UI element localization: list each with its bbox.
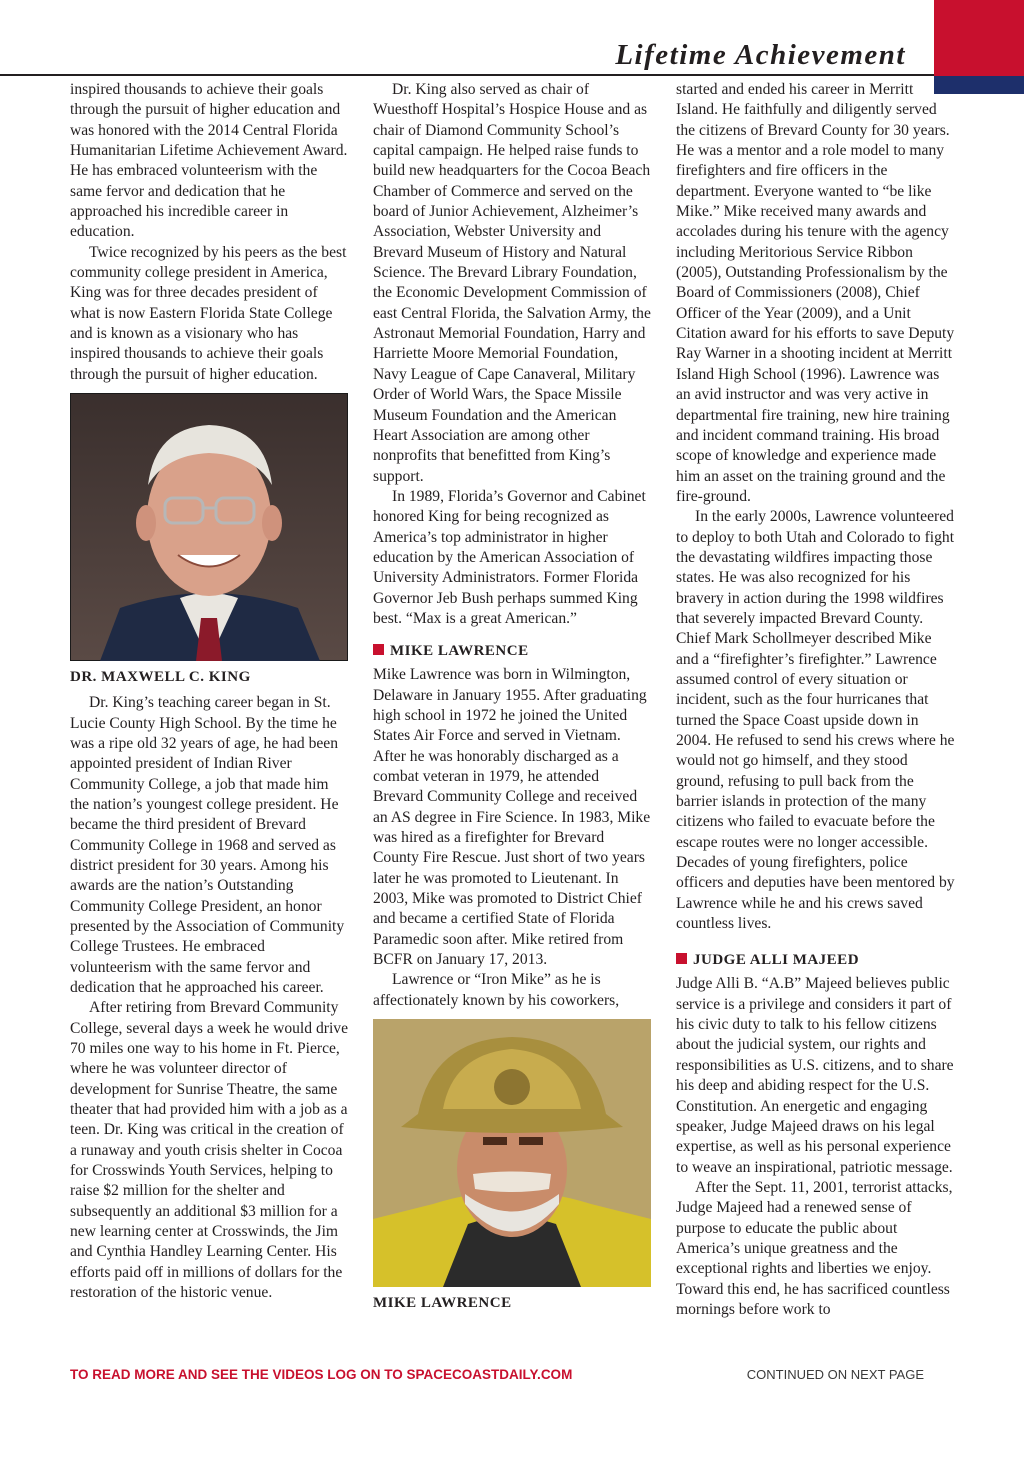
header-rule (0, 74, 934, 76)
column-1 (70, 80, 350, 1303)
header-accent-tab (934, 0, 1024, 76)
paragraph: In the early 2000s, Lawrence volunteered to deploy to both Utah and Colorado to fight the devastating wildfires impacting those states. He was also recognized for his bravery in action during the 1998 wildfires that severely impacted Brevard County. Chief Mark Schollmeyer described Mike and a “firefighter’s firefighter.” Lawrence assumed control of every situation or incident, such as the four hurricanes that turned the Space Coast upside down in 2004. He refused to send his crews where he would not go himself, and they stood ground, refusing to pull back from the barrier islands in protection of the many citizens who failed to evacuate before the escape routes were no longer accessible. Decades of young firefighters, police officers and deputies have been mentored by Lawrence while he and his crews saved countless lives. (676, 508, 955, 933)
heading-bullet-icon (676, 953, 687, 964)
photo-caption: MIKE LAWRENCE (373, 1295, 512, 1312)
photo-caption: DR. MAXWELL C. KING (70, 669, 251, 686)
photo-mike-lawrence (373, 1019, 651, 1287)
section-heading (676, 950, 956, 970)
paragraph: Judge Alli B. “A.B” Majeed believes public service is a privilege and considers it part of his civic duty to talk to his fellow citizens about the judicial system, our rights and responsibilities as U.S. citizens, and to share his deep and abiding respect for the U.S. Constitution. An energetic and engaging speaker, Judge Majeed draws on his legal expertise, as well as his personal experience to weave an inspirational, patriotic message. (676, 975, 954, 1176)
section-heading (373, 641, 653, 661)
paragraph: Dr. King also served as chair of Wuesthoff Hospital’s Hospice House and as chair of Diamond Community School’s capital campaign. He helped raise funds to build new headquarters for the Cocoa Beach Chamber of Commerce and served on the board of Junior Achievement, Alzheimer’s Association, Webster University and Brevard Museum of History and Natural Science. The Brevard Library Foundation, the Economic Development Commission of east Central Florida, the Salvation Army, the Astronaut Memorial Foundation, Harry and Harriette Moore Memorial Foundation, Navy League of Cape Canaveral, Military Order of World Wars, the Space Missile Museum Foundation and the American Heart Association are among other nonprofits that benefitted from King’s support. (373, 81, 651, 485)
paragraph: Mike Lawrence was born in Wilmington, Delaware in January 1955. After graduating high school in 1972 he joined the United States Air Force and served in Vietnam. After he was honorably discharged as a combat veteran in 1979, he attended Brevard Community College and received an AS degree in Fire Science. In 1983, Mike was hired as a firefighter for Brevard County Fire Rescue. Just short of two years later he was promoted to Lieutenant. In 2003, Mike was promoted to District Chief and became a certified State of Florida Paramedic soon after. Mike retired from BCFR on January 17, 2013. (373, 666, 651, 969)
photo-maxwell-king (70, 393, 348, 661)
heading-text: JUDGE ALLI MAJEED (693, 952, 860, 969)
portrait-illustration (373, 1019, 651, 1287)
read-more-link[interactable]: TO READ MORE AND SEE THE VIDEOS LOG ON TO SPACECOASTDAILY.COM (70, 1367, 573, 1382)
heading-text: MIKE LAWRENCE (390, 643, 529, 660)
paragraph: After retiring from Brevard Community College, several days a week he would drive 70 miles one way to his home in Ft. Pierce, where he was volunteer director of development for Sunrise Theatre, the same theater that had provided him with a job as a teen. Dr. King was critical in the creation of a runaway and youth crisis shelter in Cocoa for Crosswinds Youth Services, helping to raise $2 million for the shelter and subsequently an additional $3 million for a new learning center at Crosswinds, the Jim and Cynthia Handley Learning Center. His efforts paid off in millions of dollars for the restoration of the historic venue. (70, 999, 348, 1302)
paragraph: Twice recognized by his peers as the best community college president in America, King was for three decades president of what is now Eastern Florida State College and is known as a visionary who has inspired thousands to achieve their goals through the pursuit of higher education. (70, 243, 347, 383)
column-3 (676, 80, 956, 1320)
column-2 (373, 80, 653, 1313)
heading-bullet-icon (373, 644, 384, 655)
paragraph: After the Sept. 11, 2001, terrorist attacks, Judge Majeed had a renewed sense of purpose to educate the public about America’s unique greatness and the exceptional rights and liberties we enjoy. Toward this end, he has sacrificed countless mornings before work to (676, 1178, 953, 1318)
paragraph: started and ended his career in Merritt Island. He faithfully and diligently served the citizens of Brevard County for 30 years. He was a mentor and a role model to many firefighters and fire officers in the department. Everyone wanted to “be like Mike.” Mike received many awards and accolades during his tenure with the agency including Meritorious Service Ribbon (2005), Outstanding Professionalism by the Board of Commissioners (2008), Chief Officer of the Year (2009), and a Unit Citation award for his efforts to save Deputy Ray Warner in a shooting incident at Merritt Island High School (1996). Lawrence was an avid instructor and was very active in departmental fire training, new hire training and incident command training. His broad scope of knowledge and experience made him an asset on the training ground and the fire-ground. (676, 81, 955, 505)
paragraph: Dr. King’s teaching career began in St. Lucie County High School. By the time he was a ripe old 32 years of age, he had been appointed president of Indian River Community College, a job that made him the nation’s youngest college president. He became the third president of Brevard Community College in 1968 and served as district president for 30 years. Among his awards are the nation’s Outstanding Community College President, an honor presented by the Association of Community College Trustees. He embraced volunteerism with the same fervor and dedication that he approached his career. (70, 694, 345, 996)
paragraph: In 1989, Florida’s Governor and Cabinet honored King for being recognized as America’s top administrator in higher education by the American Association of University Administrators. Former Florida Governor Jeb Bush perhaps summed King best. “Max is a great American.” (373, 487, 646, 627)
paragraph: Lawrence or “Iron Mike” as he is affectionately known by his coworkers, (373, 971, 620, 1009)
section-title: Lifetime Achievement (615, 39, 906, 71)
portrait-illustration (70, 393, 348, 661)
paragraph: inspired thousands to achieve their goals through the pursuit of higher education and was honored with the 2014 Central Florida Humanitarian Lifetime Achievement Award. He has embraced volunteerism with the same fervor and dedication that he approached his incredible career in education. (70, 81, 348, 241)
continued-note: CONTINUED ON NEXT PAGE (746, 1367, 924, 1382)
